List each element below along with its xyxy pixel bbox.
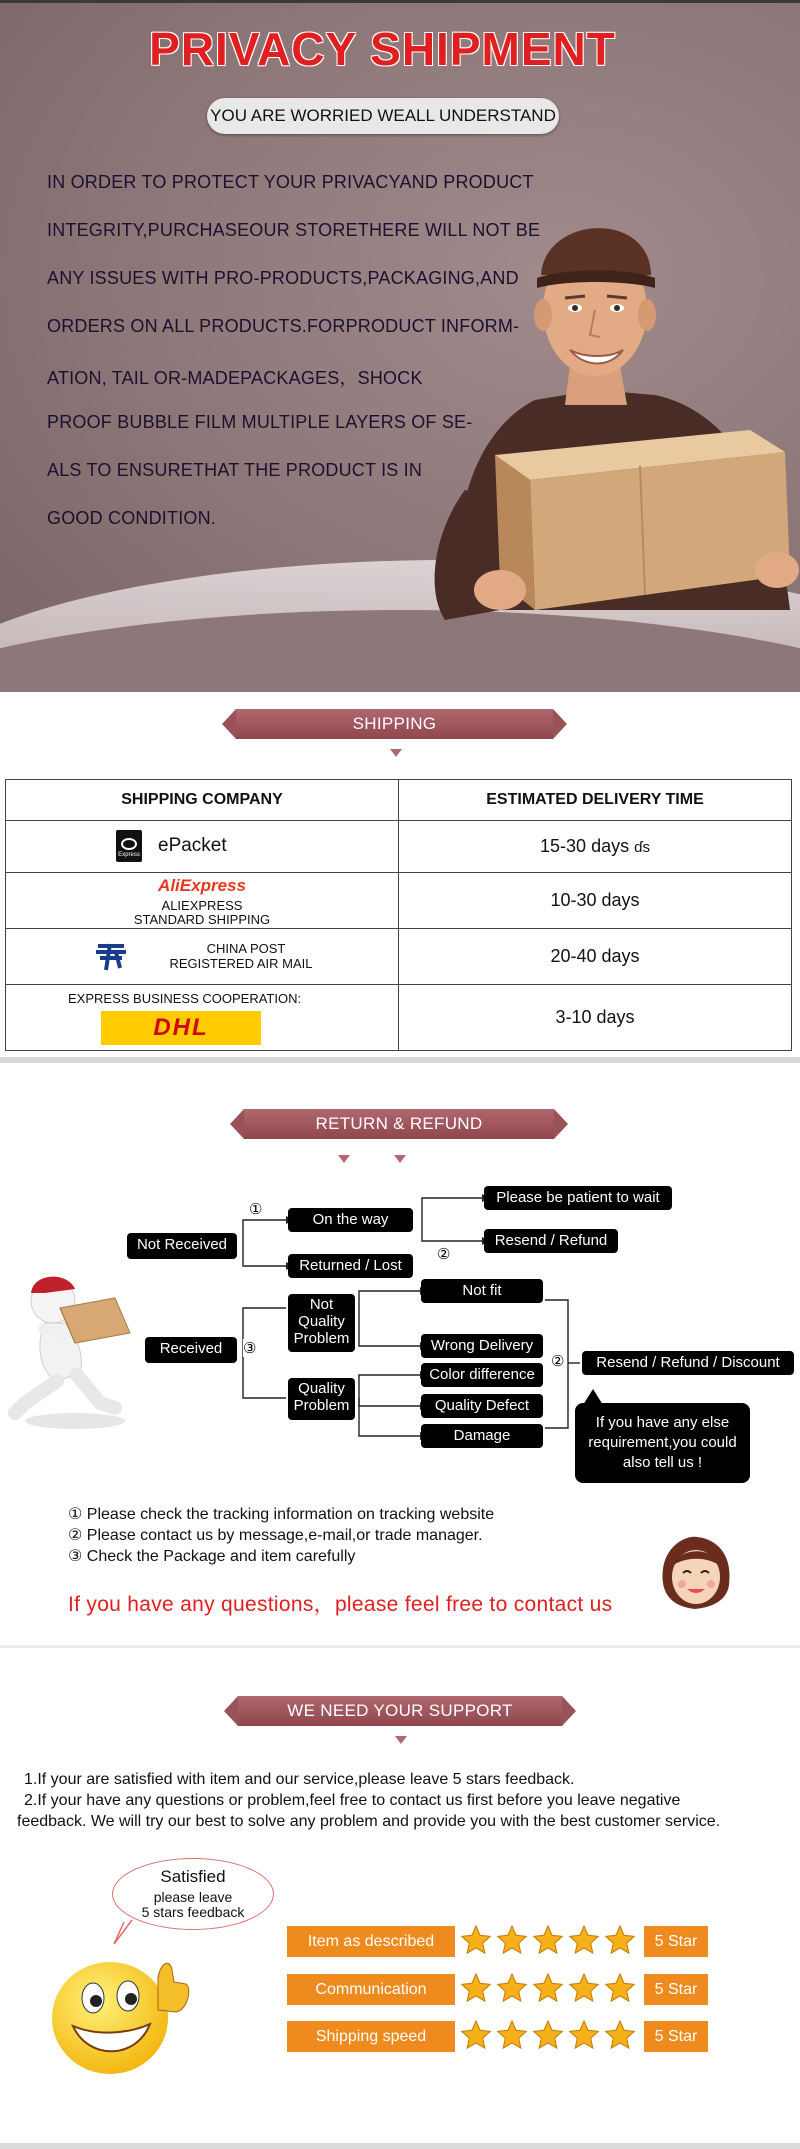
return-refund-section <box>0 1063 800 1648</box>
rating-stars-shipping <box>460 2019 640 2053</box>
support-ribbon <box>224 1696 576 1726</box>
delivery-man-image <box>405 190 800 660</box>
company-cell-dhl <box>6 985 399 1051</box>
star-icon <box>498 1926 527 1953</box>
express-cooperation-label: EXPRESS BUSINESS COOPERATION: <box>68 991 302 1006</box>
not-quality-problem-label: Not Quality Problem <box>288 1294 355 1352</box>
requirement-bubble-text: If you have any else requirement,you could also tell us ! <box>588 1414 737 1471</box>
rating-label-shipping: Shipping speed <box>287 2021 455 2052</box>
returned-lost-label: Returned / Lost <box>288 1254 413 1278</box>
star-icon <box>462 2021 491 2048</box>
damage-label: Damage <box>421 1424 543 1448</box>
time-value: 15-30 days <box>540 836 630 856</box>
time-cell <box>399 985 792 1051</box>
note-3: ③ Check the Package and item carefully <box>68 1548 356 1565</box>
not-fit-label: Not fit <box>421 1279 543 1303</box>
star-icon <box>606 1926 635 1953</box>
star-icon <box>462 1974 491 2001</box>
not-received-label: Not Received <box>127 1233 237 1259</box>
star-icon <box>534 1974 563 2001</box>
contact-us-text: If you have any questions，please feel free to contact us <box>68 1593 613 1616</box>
time-value: 3-10 days <box>555 1007 635 1027</box>
color-difference-label: Color difference <box>421 1363 543 1387</box>
star-icon <box>534 2021 563 2048</box>
be-patient-label: Please be patient to wait <box>484 1186 672 1210</box>
star-icon <box>462 1926 491 1953</box>
time-cell <box>399 873 792 929</box>
table-row <box>6 929 792 985</box>
return-ribbon-label: RETURN & REFUND <box>244 1109 554 1139</box>
privacy-line: PROOF BUBBLE FILM MULTIPLE LAYERS OF SE- <box>47 412 473 432</box>
star-icon <box>606 2021 635 2048</box>
epacket-label: ePacket <box>158 835 227 856</box>
table-row <box>6 985 792 1051</box>
rating-label-communication: Communication <box>287 1974 455 2005</box>
support-section <box>0 1648 800 2149</box>
shipping-section <box>0 692 800 1062</box>
received-label: Received <box>145 1337 237 1363</box>
table-row <box>6 821 792 873</box>
privacy-line: ALS TO ENSURETHAT THE PRODUCT IS IN <box>47 460 423 480</box>
star-icon <box>498 2021 527 2048</box>
star-icon <box>570 2021 599 2048</box>
china-post-logo-icon <box>94 940 128 972</box>
satisfied-line2: 5 stars feedback <box>141 1904 245 1920</box>
privacy-line: ATION, TAIL OR-MADEPACKAGES，SHOCK <box>47 368 423 388</box>
aliexpress-line2: STANDARD SHIPPING <box>133 912 271 927</box>
running-courier-image <box>5 1263 135 1433</box>
shipping-table <box>5 779 792 1051</box>
support-text-3: feedback. We will try our best to solve any problem and provide you with the best customer service. <box>17 1813 721 1830</box>
support-ribbon-label: WE NEED YOUR SUPPORT <box>238 1696 562 1726</box>
chevron-down-icon <box>395 1736 407 1744</box>
step-number-2: ② <box>437 1246 451 1263</box>
bubble-tail-icon <box>110 1918 140 1948</box>
step-number-1: ① <box>249 1201 263 1218</box>
time-mark: ɗs <box>634 839 650 856</box>
satisfied-line1: please leave <box>153 1889 233 1905</box>
rating-label-item: Item as described <box>287 1926 455 1957</box>
privacy-line: ANY ISSUES WITH PRO-PRODUCTS,PACKAGING,AND <box>47 268 519 288</box>
time-value: 10-30 days <box>550 890 640 910</box>
wrong-delivery-label: Wrong Delivery <box>421 1334 543 1358</box>
star-icon <box>570 1974 599 2001</box>
star-icon <box>498 1974 527 2001</box>
star-icon <box>570 1926 599 1953</box>
smiley-thumbs-up-icon <box>48 1948 193 2078</box>
customer-service-avatar <box>655 1533 735 1613</box>
resend-refund-label: Resend / Refund <box>484 1229 618 1253</box>
table-header-row <box>6 780 792 821</box>
top-border <box>0 0 800 3</box>
quality-defect-label: Quality Defect <box>421 1394 543 1418</box>
rating-value-shipping: 5 Star <box>644 2021 708 2052</box>
company-cell-aliexpress <box>6 873 399 929</box>
header-shipping-company: SHIPPING COMPANY <box>6 780 399 821</box>
privacy-line: GOOD CONDITION. <box>47 508 216 528</box>
support-text-1: 1.If your are satisfied with item and our service,please leave 5 stars feedback. <box>24 1771 575 1788</box>
china-post-line1: CHINA POST <box>206 941 286 956</box>
china-post-line2: REGISTERED AIR MAIL <box>169 956 313 971</box>
bottom-border <box>0 2143 800 2149</box>
privacy-line: ORDERS ON ALL PRODUCTS.FORPRODUCT INFORM- <box>47 316 520 336</box>
privacy-subtitle: YOU ARE WORRIED WEALL UNDERSTAND <box>207 98 559 134</box>
time-value: 20-40 days <box>550 946 640 966</box>
note-2: ② Please contact us by message,e-mail,or trade manager. <box>68 1527 483 1544</box>
on-the-way-label: On the way <box>288 1208 413 1232</box>
step-number-2b: ② <box>551 1353 565 1370</box>
ems-logo-icon: Express <box>116 830 142 862</box>
privacy-section <box>0 0 800 692</box>
time-cell <box>399 929 792 985</box>
privacy-title: PRIVACY SHIPMENT <box>149 23 616 75</box>
shipping-ribbon-label: SHIPPING <box>236 709 553 739</box>
support-text-2: 2.If your have any questions or problem,feel free to contact us first before you leave negative <box>24 1792 681 1809</box>
aliexpress-line1: ALIEXPRESS <box>161 898 243 913</box>
privacy-line: INTEGRITY,PURCHASEOUR STORETHERE WILL NOT BE <box>47 220 541 240</box>
company-cell-epacket <box>6 821 399 873</box>
satisfied-title: Satisfied <box>160 1867 226 1886</box>
rating-value-item: 5 Star <box>644 1926 708 1957</box>
aliexpress-logo: AliExpress <box>158 876 246 895</box>
note-1: ① Please check the tracking information on tracking website <box>68 1506 495 1523</box>
star-icon <box>606 1974 635 2001</box>
step-number-3: ③ <box>243 1340 257 1357</box>
shipping-ribbon <box>222 709 567 739</box>
privacy-line: IN ORDER TO PROTECT YOUR PRIVACYAND PRODUCT <box>47 172 534 192</box>
rating-value-communication: 5 Star <box>644 1974 708 2005</box>
rating-stars-communication <box>460 1972 640 2006</box>
resend-refund-discount-label: Resend / Refund / Discount <box>582 1351 794 1375</box>
header-delivery-time: ESTIMATED DELIVERY TIME <box>399 780 792 821</box>
time-cell <box>399 821 792 873</box>
requirement-bubble <box>575 1403 750 1483</box>
star-icon <box>534 1926 563 1953</box>
company-cell-china-post <box>6 929 399 985</box>
rating-stars-item <box>460 1924 640 1958</box>
dhl-logo: DHL <box>101 1011 261 1045</box>
quality-problem-label: Quality Problem <box>288 1378 355 1420</box>
chevron-down-icon <box>390 749 402 757</box>
table-row <box>6 873 792 929</box>
